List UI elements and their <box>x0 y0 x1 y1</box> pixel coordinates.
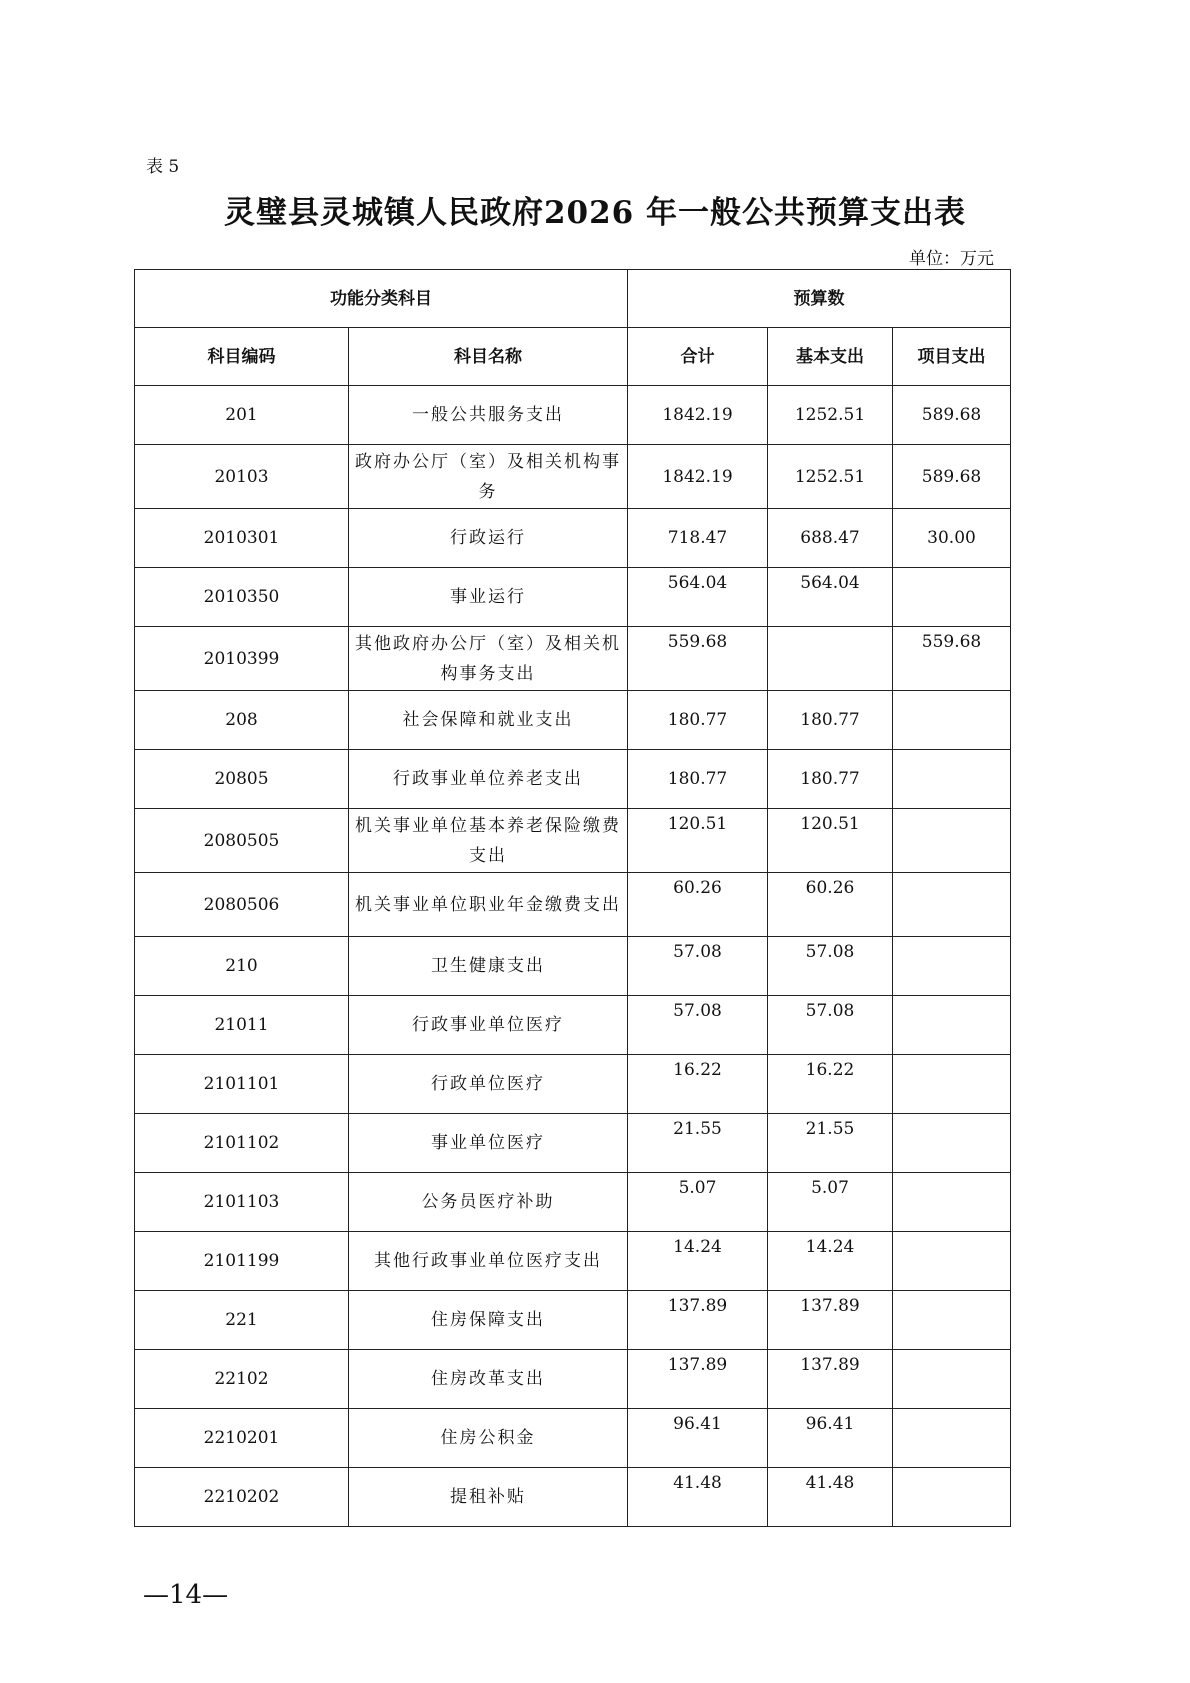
cell-total: 718.47 <box>628 509 768 568</box>
table-label: 表 5 <box>146 157 180 177</box>
cell-project <box>893 937 1011 996</box>
cell-basic: 57.08 <box>768 937 893 996</box>
cell-project <box>893 750 1011 809</box>
cell-code: 210 <box>135 937 349 996</box>
cell-code: 221 <box>135 1291 349 1350</box>
cell-basic: 14.24 <box>768 1232 893 1291</box>
cell-code: 21011 <box>135 996 349 1055</box>
cell-basic: 1252.51 <box>768 445 893 509</box>
header-code: 科目编码 <box>135 328 349 386</box>
header-name: 科目名称 <box>349 328 628 386</box>
header-budget-amount: 预算数 <box>628 270 1011 328</box>
cell-total: 137.89 <box>628 1291 768 1350</box>
table-row <box>135 568 1011 627</box>
unit-label: 单位：万元 <box>909 249 994 269</box>
cell-basic: 564.04 <box>768 568 893 627</box>
cell-basic: 120.51 <box>768 809 893 873</box>
cell-code: 208 <box>135 691 349 750</box>
cell-project <box>893 1468 1011 1527</box>
table-row <box>135 996 1011 1055</box>
table-row <box>135 750 1011 809</box>
cell-name: 行政单位医疗 <box>349 1055 628 1114</box>
cell-total: 5.07 <box>628 1173 768 1232</box>
cell-project: 559.68 <box>893 627 1011 691</box>
cell-name: 机关事业单位基本养老保险缴费支出 <box>349 809 628 873</box>
cell-basic: 180.77 <box>768 750 893 809</box>
cell-total: 564.04 <box>628 568 768 627</box>
cell-code: 20103 <box>135 445 349 509</box>
header-basic: 基本支出 <box>768 328 893 386</box>
cell-basic: 5.07 <box>768 1173 893 1232</box>
header-project: 项目支出 <box>893 328 1011 386</box>
cell-total: 41.48 <box>628 1468 768 1527</box>
cell-name: 行政运行 <box>349 509 628 568</box>
cell-code: 2210202 <box>135 1468 349 1527</box>
cell-name: 卫生健康支出 <box>349 937 628 996</box>
cell-name: 政府办公厅（室）及相关机构事务 <box>349 445 628 509</box>
budget-table <box>134 269 1011 1527</box>
cell-project <box>893 691 1011 750</box>
cell-total: 57.08 <box>628 996 768 1055</box>
cell-total: 559.68 <box>628 627 768 691</box>
cell-name: 行政事业单位医疗 <box>349 996 628 1055</box>
cell-total: 180.77 <box>628 750 768 809</box>
header-total: 合计 <box>628 328 768 386</box>
cell-basic: 57.08 <box>768 996 893 1055</box>
cell-project: 589.68 <box>893 445 1011 509</box>
cell-project: 30.00 <box>893 509 1011 568</box>
cell-code: 2010399 <box>135 627 349 691</box>
cell-code: 2101101 <box>135 1055 349 1114</box>
table-row <box>135 1409 1011 1468</box>
cell-total: 16.22 <box>628 1055 768 1114</box>
table-row <box>135 445 1011 509</box>
header-function-category: 功能分类科目 <box>135 270 628 328</box>
table-row <box>135 1291 1011 1350</box>
cell-code: 2101199 <box>135 1232 349 1291</box>
cell-project <box>893 1232 1011 1291</box>
table-row <box>135 1468 1011 1527</box>
cell-basic: 137.89 <box>768 1350 893 1409</box>
cell-name: 社会保障和就业支出 <box>349 691 628 750</box>
cell-code: 2080506 <box>135 873 349 937</box>
cell-project <box>893 1114 1011 1173</box>
table-row <box>135 691 1011 750</box>
cell-project <box>893 1409 1011 1468</box>
cell-basic: 60.26 <box>768 873 893 937</box>
cell-project <box>893 1291 1011 1350</box>
cell-name: 住房公积金 <box>349 1409 628 1468</box>
cell-basic: 21.55 <box>768 1114 893 1173</box>
cell-code: 2101103 <box>135 1173 349 1232</box>
cell-total: 137.89 <box>628 1350 768 1409</box>
table-row <box>135 1350 1011 1409</box>
table-row <box>135 1232 1011 1291</box>
cell-total: 21.55 <box>628 1114 768 1173</box>
cell-name: 机关事业单位职业年金缴费支出 <box>349 873 628 937</box>
cell-project <box>893 1173 1011 1232</box>
cell-total: 57.08 <box>628 937 768 996</box>
table-row <box>135 509 1011 568</box>
cell-project <box>893 873 1011 937</box>
cell-basic: 16.22 <box>768 1055 893 1114</box>
table-row <box>135 627 1011 691</box>
cell-code: 2101102 <box>135 1114 349 1173</box>
cell-name: 住房保障支出 <box>349 1291 628 1350</box>
cell-basic <box>768 627 893 691</box>
cell-code: 2080505 <box>135 809 349 873</box>
cell-basic: 180.77 <box>768 691 893 750</box>
cell-name: 公务员医疗补助 <box>349 1173 628 1232</box>
cell-name: 事业运行 <box>349 568 628 627</box>
cell-total: 1842.19 <box>628 445 768 509</box>
table-row <box>135 1055 1011 1114</box>
cell-basic: 41.48 <box>768 1468 893 1527</box>
cell-code: 201 <box>135 386 349 445</box>
cell-code: 2010350 <box>135 568 349 627</box>
cell-total: 60.26 <box>628 873 768 937</box>
cell-project <box>893 1055 1011 1114</box>
table-row <box>135 386 1011 445</box>
table-row <box>135 1173 1011 1232</box>
document-title: 灵璧县灵城镇人民政府2026 年一般公共预算支出表 <box>223 195 967 231</box>
cell-total: 180.77 <box>628 691 768 750</box>
cell-total: 120.51 <box>628 809 768 873</box>
cell-basic: 137.89 <box>768 1291 893 1350</box>
cell-total: 14.24 <box>628 1232 768 1291</box>
cell-project <box>893 996 1011 1055</box>
cell-name: 事业单位医疗 <box>349 1114 628 1173</box>
cell-code: 22102 <box>135 1350 349 1409</box>
cell-basic: 688.47 <box>768 509 893 568</box>
cell-total: 96.41 <box>628 1409 768 1468</box>
table-row <box>135 809 1011 873</box>
cell-code: 2010301 <box>135 509 349 568</box>
table-row <box>135 937 1011 996</box>
cell-name: 提租补贴 <box>349 1468 628 1527</box>
cell-name: 住房改革支出 <box>349 1350 628 1409</box>
cell-project <box>893 568 1011 627</box>
cell-name: 一般公共服务支出 <box>349 386 628 445</box>
cell-code: 20805 <box>135 750 349 809</box>
cell-project <box>893 809 1011 873</box>
table-row <box>135 873 1011 937</box>
cell-basic: 96.41 <box>768 1409 893 1468</box>
cell-name: 其他政府办公厅（室）及相关机构事务支出 <box>349 627 628 691</box>
table-row <box>135 1114 1011 1173</box>
cell-project: 589.68 <box>893 386 1011 445</box>
cell-project <box>893 1350 1011 1409</box>
cell-name: 行政事业单位养老支出 <box>349 750 628 809</box>
page-number: —14— <box>143 1580 229 1610</box>
cell-name: 其他行政事业单位医疗支出 <box>349 1232 628 1291</box>
cell-code: 2210201 <box>135 1409 349 1468</box>
cell-total: 1842.19 <box>628 386 768 445</box>
cell-basic: 1252.51 <box>768 386 893 445</box>
